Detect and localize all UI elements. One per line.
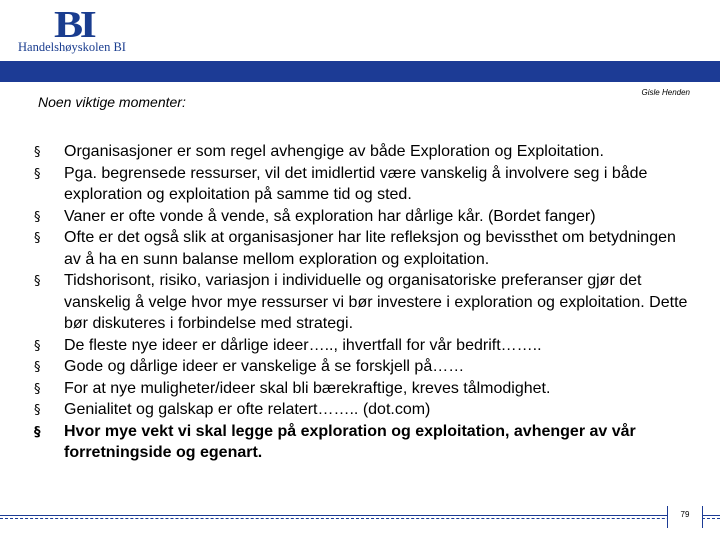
bullet-item [30, 141, 690, 163]
square-bullet-icon: § [34, 274, 41, 289]
square-bullet-icon: § [34, 231, 41, 246]
bullet-text: De fleste nye ideer er dårlige ideer….., ihvertfall for vår bedrift…….. [64, 336, 542, 354]
author-label: Gisle Henden [641, 88, 690, 97]
bullet-item [30, 335, 690, 357]
square-bullet-icon: § [34, 209, 41, 225]
bullet-text: Pga. begrensede ressurser, vil det imidlertid være vanskelig å involvere seg i både exploration og exploitation på samme tid og sted. [64, 164, 648, 203]
bullet-item [30, 378, 690, 400]
bullet-item [30, 399, 690, 421]
bullet-item [30, 270, 690, 335]
bullet-item [30, 421, 690, 464]
square-bullet-icon: § [34, 381, 41, 397]
square-bullet-icon: § [34, 424, 41, 440]
logo-name: Handelshøyskolen BI [18, 40, 126, 54]
header-bar [0, 61, 720, 82]
bullet-text: Vaner er ofte vonde å vende, så exploration har dårlige kår. (Bordet fanger) [64, 207, 596, 225]
bullet-item [30, 227, 690, 270]
page-number: 79 [680, 510, 690, 519]
bullet-text: Ofte er det også slik at organisasjoner har lite refleksjon og bevissthet om betydningen av å ha en sunn balanse mellom exploration og exploitation. [64, 229, 676, 268]
bullet-text: For at nye muligheter/ideer skal bli bærekraftige, kreves tålmodighet. [64, 379, 551, 397]
bullet-item [30, 163, 690, 206]
bullet-list [30, 141, 690, 464]
bullet-item [30, 356, 690, 378]
footer-rule [0, 515, 720, 516]
square-bullet-icon: § [34, 403, 41, 418]
square-bullet-icon: § [34, 360, 41, 375]
logo-mark: BI [54, 4, 94, 46]
square-bullet-icon: § [34, 338, 41, 354]
bullet-text: Organisasjoner er som regel avhengige av både Exploration og Exploitation. [64, 143, 604, 160]
bullet-text: Gode og dårlige ideer er vanskelige å se forskjell på…… [64, 358, 465, 375]
bullet-text: Genialitet og galskap er ofte relatert…….. (dot.com) [64, 401, 431, 418]
slide-heading: Noen viktige momenter: [38, 94, 186, 110]
bullet-text: Tidshorisont, risiko, variasjon i individuelle og organisatoriske preferanser gjør det vanskelig å velge hvor mye ressurser vi bør investere i exploration og exploitation. Dette bør diskuteres i forbindelse med strategi. [64, 272, 688, 332]
bullet-item [30, 206, 690, 228]
bullet-text: Hvor mye vekt vi skal legge på exploration og exploitation, avhenger av vår forretningside og egenart. [64, 422, 636, 461]
square-bullet-icon: § [34, 166, 41, 182]
page-number-box [667, 506, 703, 528]
bi-logo [14, 6, 144, 58]
square-bullet-icon: § [34, 145, 41, 160]
